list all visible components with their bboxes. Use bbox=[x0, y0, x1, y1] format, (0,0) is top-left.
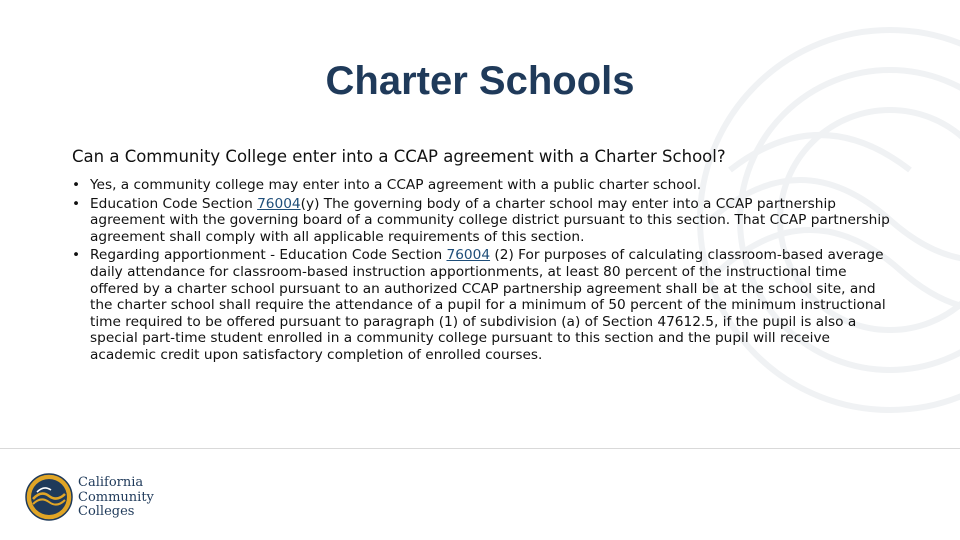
bullet-item bbox=[72, 247, 890, 363]
bullet-item bbox=[72, 177, 890, 194]
logo-line: Community bbox=[78, 489, 154, 505]
bullet-glyph: • bbox=[72, 177, 81, 193]
logo-line: Colleges bbox=[78, 504, 135, 519]
bullet-text: Yes, a community college may enter into a CCAP agreement with a public charter school. bbox=[90, 177, 702, 193]
bullet-glyph: • bbox=[72, 195, 81, 212]
education-code-link[interactable]: 76004 bbox=[446, 247, 491, 264]
education-code-link[interactable]: 76004 bbox=[257, 195, 301, 212]
seal-icon bbox=[24, 472, 74, 522]
bullet-item bbox=[72, 196, 890, 246]
california-community-colleges-logo bbox=[24, 472, 164, 524]
question-heading: Can a Community College enter into a CCAP agreement with a Charter School? bbox=[72, 147, 726, 166]
page-title: Charter Schools bbox=[325, 59, 635, 103]
bullet-glyph: • bbox=[72, 247, 81, 264]
bullet-text-continued: (2) For purposes of calculating classroom-based average daily attendance for classroom-based instruction apportionments, at least 80 percent of the instructional time offered by a charter school pursuant to an authorized CCAP partnership agreement shall be at the school site, and the charter school shall require the attendance of a pupil for a minimum of 50 percent of the minimum instructional time required to be offered pursuant to paragraph (1) of subdivision (a) of Section 47612.5, if the pupil is also a special part-time student enrolled in a community college pursuant to this section and the pupil will receive academic credit upon satisfactory completion of enrolled courses. bbox=[90, 247, 886, 363]
bullet-text: Education Code Section bbox=[90, 195, 258, 212]
bullet-text-continued: (y) The governing body of a charter school may enter into a CCAP partnership agreement with the governing board of a community college district pursuant to this section. That CCAP partnership agreement shall comply with all applicable requirements of this section. bbox=[90, 195, 890, 245]
logo-line: California bbox=[78, 475, 144, 490]
logo-wordmark bbox=[78, 476, 154, 520]
bullet-list bbox=[72, 177, 890, 366]
footer-divider bbox=[0, 448, 960, 449]
bullet-text: Regarding apportionment - Education Code Section bbox=[90, 247, 447, 264]
